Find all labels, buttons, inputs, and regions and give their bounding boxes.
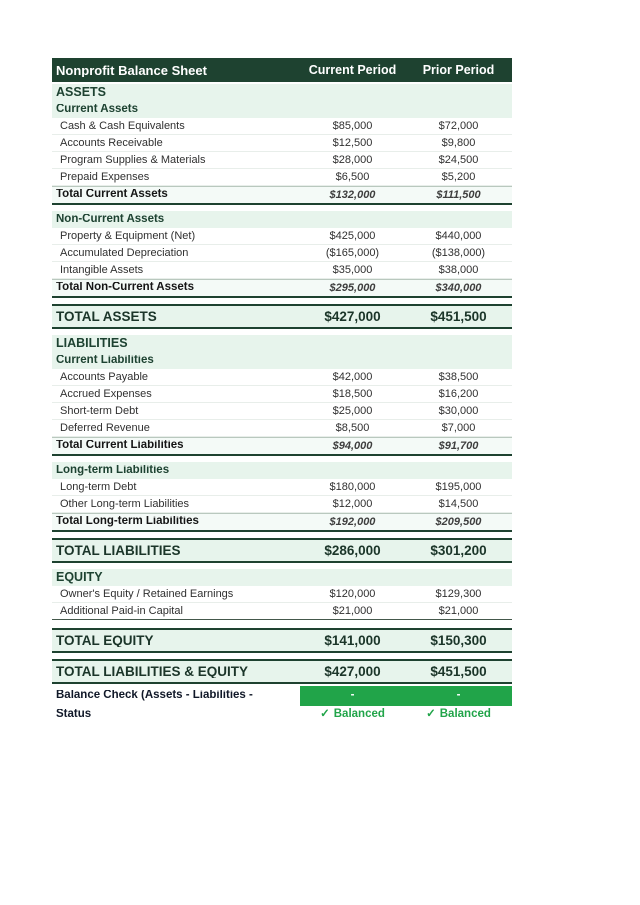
row-label: Status bbox=[56, 709, 92, 721]
current-period-value: $286,000 bbox=[324, 542, 381, 558]
prior-period-value: $150,300 bbox=[430, 632, 487, 648]
row-label: TOTAL ASSETS bbox=[56, 309, 157, 324]
row-deferred-revenue bbox=[52, 420, 512, 437]
current-period-column-header: Current Period bbox=[308, 62, 397, 77]
row-label: Other Long-term Liabilities bbox=[60, 498, 190, 510]
row-status bbox=[52, 706, 512, 724]
prior-period-value: $21,000 bbox=[438, 604, 479, 617]
row-nonprofit-balance-sheet bbox=[52, 58, 512, 82]
current-period-value: $141,000 bbox=[324, 632, 381, 648]
row-non-current-assets bbox=[52, 211, 512, 228]
row-label: TOTAL LIABILITIES & EQUITY bbox=[56, 664, 249, 679]
prior-period-column-header: Prior Period bbox=[422, 62, 495, 77]
row-label: Accrued Expenses bbox=[60, 388, 152, 400]
row-label: Accounts Payable bbox=[60, 371, 149, 383]
prior-period-value: $24,500 bbox=[438, 153, 479, 166]
row-accounts-receivable bbox=[52, 135, 512, 152]
row-current-liabilities bbox=[52, 352, 512, 369]
prior-period-value: $301,200 bbox=[430, 542, 487, 558]
row-long-term-debt bbox=[52, 479, 512, 496]
check-icon: ✓ bbox=[320, 708, 330, 721]
row-assets bbox=[52, 84, 512, 101]
row-label: Cash & Cash Equivalents bbox=[60, 120, 185, 132]
current-period-value: $295,000 bbox=[329, 281, 376, 294]
current-period-value: $120,000 bbox=[329, 587, 376, 600]
row-liabilities bbox=[52, 335, 512, 352]
prior-period-value: $14,500 bbox=[438, 497, 479, 510]
row-label: Total Current Assets bbox=[56, 189, 168, 201]
prior-period-value: $72,000 bbox=[438, 119, 479, 132]
prior-period-value: $30,000 bbox=[438, 404, 479, 417]
row-total-current-liabilities bbox=[52, 437, 512, 456]
row-total-assets bbox=[52, 304, 512, 329]
row-label: Additional Paid-in Capital bbox=[60, 605, 183, 617]
row-total-long-term-liabilities bbox=[52, 513, 512, 532]
current-period-value: $35,000 bbox=[332, 263, 373, 276]
row-label: LIABILITIES bbox=[56, 337, 128, 350]
row-label: TOTAL LIABILITIES bbox=[56, 543, 181, 558]
prior-period-value: $91,700 bbox=[438, 439, 479, 452]
current-period-value: $21,000 bbox=[332, 604, 373, 617]
current-period-value: $25,000 bbox=[332, 404, 373, 417]
current-period-value: $132,000 bbox=[329, 188, 376, 201]
current-period-value: $427,000 bbox=[324, 663, 381, 679]
current-period-value: $12,500 bbox=[332, 136, 373, 149]
row-label: Current Liabilities bbox=[56, 354, 154, 366]
prior-period-value: $340,000 bbox=[435, 281, 482, 294]
row-total-non-current-assets bbox=[52, 279, 512, 298]
prior-period-value: $451,500 bbox=[430, 308, 487, 324]
prior-period-value: ($138,000) bbox=[431, 246, 486, 259]
row-label: Balance Check (Assets - Liabilities - bbox=[56, 690, 253, 702]
row-long-term-liabilities bbox=[52, 462, 512, 479]
balanced-status-label: Balanced bbox=[439, 708, 491, 721]
row-label: Total Non-Current Assets bbox=[56, 282, 195, 294]
row-label: EQUITY bbox=[56, 571, 103, 584]
prior-period-value: $195,000 bbox=[435, 480, 482, 493]
row-label: Prepaid Expenses bbox=[60, 171, 150, 183]
current-period-value: $42,000 bbox=[332, 370, 373, 383]
row-label: TOTAL EQUITY bbox=[56, 633, 154, 648]
row-current-assets bbox=[52, 101, 512, 118]
prior-period-value: $9,800 bbox=[441, 136, 476, 149]
row-owner-s-equity-retained-earnings bbox=[52, 586, 512, 603]
prior-period-value: - bbox=[405, 686, 512, 706]
row-short-term-debt bbox=[52, 403, 512, 420]
current-period-value: $192,000 bbox=[329, 515, 376, 528]
row-other-long-term-liabilities bbox=[52, 496, 512, 513]
prior-period-value: $38,500 bbox=[438, 370, 479, 383]
row-total-current-assets bbox=[52, 186, 512, 205]
row-label: Short-term Debt bbox=[60, 405, 139, 417]
row-label: Total Current Liabilities bbox=[56, 440, 184, 452]
prior-period-value: $209,500 bbox=[435, 515, 482, 528]
row-intangible-assets bbox=[52, 262, 512, 279]
current-period-value: $427,000 bbox=[324, 308, 381, 324]
prior-period-value bbox=[405, 709, 512, 721]
row-label: Long-term Debt bbox=[60, 481, 137, 493]
row-accumulated-depreciation bbox=[52, 245, 512, 262]
row-label: Accounts Receivable bbox=[60, 137, 163, 149]
prior-period-value: $129,300 bbox=[435, 587, 482, 600]
current-period-value bbox=[300, 709, 405, 721]
current-period-value: $12,000 bbox=[332, 497, 373, 510]
row-cash-cash-equivalents bbox=[52, 118, 512, 135]
row-additional-paid-in-capital bbox=[52, 603, 512, 620]
row-label: Deferred Revenue bbox=[60, 422, 150, 434]
row-accounts-payable bbox=[52, 369, 512, 386]
current-period-value: $425,000 bbox=[329, 229, 376, 242]
row-label: Program Supplies & Materials bbox=[60, 154, 206, 166]
row-total-liabilities-equity bbox=[52, 659, 512, 684]
current-period-value: $94,000 bbox=[332, 439, 373, 452]
prior-period-value: $38,000 bbox=[438, 263, 479, 276]
row-label: Intangible Assets bbox=[60, 264, 144, 276]
row-property-equipment-net bbox=[52, 228, 512, 245]
row-label: Long-term Liabilities bbox=[56, 464, 170, 476]
prior-period-value: $111,500 bbox=[436, 188, 481, 201]
row-balance-check-assets-liabilities bbox=[52, 686, 512, 706]
current-period-value: $18,500 bbox=[332, 387, 373, 400]
prior-period-value: $7,000 bbox=[441, 421, 476, 434]
row-label: Current Assets bbox=[56, 103, 139, 115]
row-label: Property & Equipment (Net) bbox=[60, 230, 196, 242]
row-label: Owner's Equity / Retained Earnings bbox=[60, 588, 234, 600]
balanced-status-label: Balanced bbox=[333, 708, 385, 721]
current-period-value: - bbox=[300, 686, 405, 706]
row-program-supplies-materials bbox=[52, 152, 512, 169]
row-label: Accumulated Depreciation bbox=[60, 247, 189, 259]
row-label: Non-Current Assets bbox=[56, 213, 165, 225]
current-period-value: $85,000 bbox=[332, 119, 373, 132]
prior-period-value: $5,200 bbox=[441, 170, 476, 183]
sheet-title: Nonprofit Balance Sheet bbox=[56, 63, 207, 77]
current-period-value: $28,000 bbox=[332, 153, 373, 166]
row-label: ASSETS bbox=[56, 86, 107, 99]
row-equity bbox=[52, 569, 512, 586]
current-period-value: $8,500 bbox=[335, 421, 370, 434]
prior-period-value: $440,000 bbox=[435, 229, 482, 242]
current-period-value: ($165,000) bbox=[325, 246, 380, 259]
gap-row bbox=[52, 620, 512, 628]
current-period-value: $180,000 bbox=[329, 480, 376, 493]
current-period-value: $6,500 bbox=[335, 170, 370, 183]
row-label: Total Long-term Liabilities bbox=[56, 516, 199, 528]
balance-sheet-table bbox=[52, 58, 512, 724]
row-prepaid-expenses bbox=[52, 169, 512, 186]
row-total-liabilities bbox=[52, 538, 512, 563]
row-accrued-expenses bbox=[52, 386, 512, 403]
row-total-equity bbox=[52, 628, 512, 653]
check-icon: ✓ bbox=[426, 708, 436, 721]
prior-period-value: $451,500 bbox=[430, 663, 487, 679]
prior-period-value: $16,200 bbox=[438, 387, 479, 400]
